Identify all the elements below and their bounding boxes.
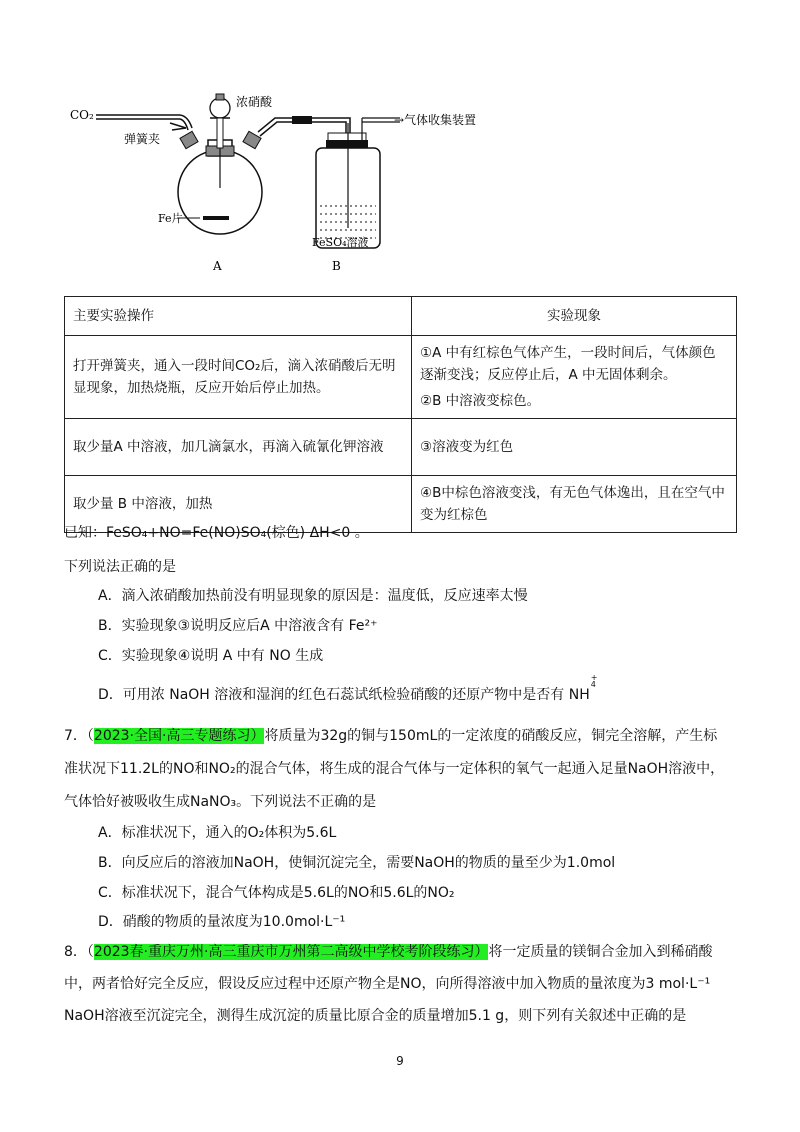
q7-line2: 准状况下11.2L的NO和NO₂的混合气体，将生成的混合气体与一定体积的氧气一起通入足量NaOH溶液中， bbox=[64, 761, 725, 777]
feso4-label: FeSO₄溶液 bbox=[312, 236, 369, 249]
table-row bbox=[65, 419, 737, 476]
header-operation: 主要实验操作 bbox=[65, 297, 412, 336]
row1-observation-2: ②B 中溶液变棕色。 bbox=[420, 393, 541, 409]
label-b: B bbox=[332, 259, 341, 273]
q6-option-c: C．实验现象④说明 A 中有 NO 生成 bbox=[98, 648, 324, 664]
header-phenomenon: 实验现象 bbox=[412, 297, 737, 336]
table-header-row bbox=[65, 297, 737, 336]
q7-source-tag: 2023·全国·高三专题练习） bbox=[93, 728, 265, 744]
q7-line3: 气体恰好被吸收生成NaNO₃。下列说法不正确的是 bbox=[64, 794, 377, 810]
q8-source-tag: 2023春·重庆万州·高三重庆市万州第二高级中学校考阶段练习） bbox=[93, 944, 489, 960]
row1-operation: 打开弹簧夹，通入一段时间CO₂后，滴入浓硝酸后无明显现象，加热烧瓶，反应开始后停止加热。 bbox=[65, 336, 412, 419]
co2-label: CO₂ bbox=[70, 108, 94, 122]
q7-line1 bbox=[64, 725, 717, 745]
q6-option-d bbox=[98, 673, 598, 704]
q8-line1 bbox=[64, 941, 712, 961]
q6-option-b: B．实验现象③说明反应后A 中溶液含有 Fe²⁺ bbox=[98, 618, 378, 634]
row3-operation: 取少量 B 中溶液，加热 bbox=[65, 476, 412, 533]
gas-collect-label: →气体收集装置 bbox=[394, 113, 477, 127]
label-a: A bbox=[213, 259, 222, 273]
row2-phenomenon: ③溶液变为红色 bbox=[412, 419, 737, 476]
q6-stem: 下列说法正确的是 bbox=[64, 559, 176, 575]
spring-clip-label: 弹簧夹 bbox=[124, 132, 161, 146]
row1-observation-1: ①A 中有红棕色气体产生，一段时间后，气体颜色逐渐变浅；反应停止后，A 中无固体剩余。 bbox=[420, 345, 716, 383]
row1-phenomenon bbox=[412, 336, 737, 419]
row3-phenomenon: ④B中棕色溶液变浅，有无色气体逸出，且在空气中变为红棕色 bbox=[412, 476, 737, 533]
conc-nitric-label: 浓硝酸 bbox=[236, 95, 273, 109]
table-row bbox=[65, 336, 737, 419]
fe-piece-label: Fe片 bbox=[158, 212, 183, 225]
experiment-table bbox=[64, 296, 737, 533]
q8-line3: NaOH溶液至沉淀完全，测得生成沉淀的质量比原合金的质量增加5.1 g，则下列有关叙述中正确的是 bbox=[64, 1008, 687, 1024]
q6-option-a: A．滴入浓硝酸加热前没有明显现象的原因是：温度低，反应速率太慢 bbox=[98, 588, 528, 604]
q8-line2: 中，两者恰好完全反应，假设反应过程中还原产物全是NO，向所得溶液中加入物质的量浓度为3 mol·L⁻¹ bbox=[64, 976, 711, 992]
q6-known: 已知：FeSO₄+NO=Fe(NO)SO₄(棕色) ΔH<0 。 bbox=[64, 525, 369, 541]
page-number: 9 bbox=[396, 1054, 404, 1068]
q7-option-c: C．标准状况下，混合气体构成是5.6L的NO和5.6L的NO₂ bbox=[98, 885, 455, 901]
q7-option-a: A．标准状况下，通入的O₂体积为5.6L bbox=[98, 825, 337, 841]
q7-option-b: B．向反应后的溶液加NaOH，使铜沉淀完全，需要NaOH的物质的量至少为1.0mol bbox=[98, 855, 616, 871]
q8-text-1: 将一定质量的镁铜合金加入到稀硝酸 bbox=[488, 944, 713, 960]
q7-text-1: 将质量为32g的铜与150mL的一定浓度的硝酸反应，铜完全溶解，产生标 bbox=[264, 728, 718, 744]
q8-number: 8．（ bbox=[64, 944, 94, 960]
q6-option-d-text: D．可用浓 NaOH 溶液和湿润的红色石蕊试纸检验硝酸的还原产物中是否有 NH bbox=[98, 687, 590, 703]
apparatus-figure bbox=[60, 88, 500, 278]
row2-operation: 取少量A 中溶液，加几滴氯水，再滴入硫氰化钾溶液 bbox=[65, 419, 412, 476]
q7-number: 7．（ bbox=[64, 728, 94, 744]
q6-option-d-sub: 4 bbox=[590, 680, 596, 689]
q6-option-d-sup: + bbox=[590, 673, 598, 682]
q7-option-d: D．硝酸的物质的量浓度为10.0mol·L⁻¹ bbox=[98, 914, 346, 930]
